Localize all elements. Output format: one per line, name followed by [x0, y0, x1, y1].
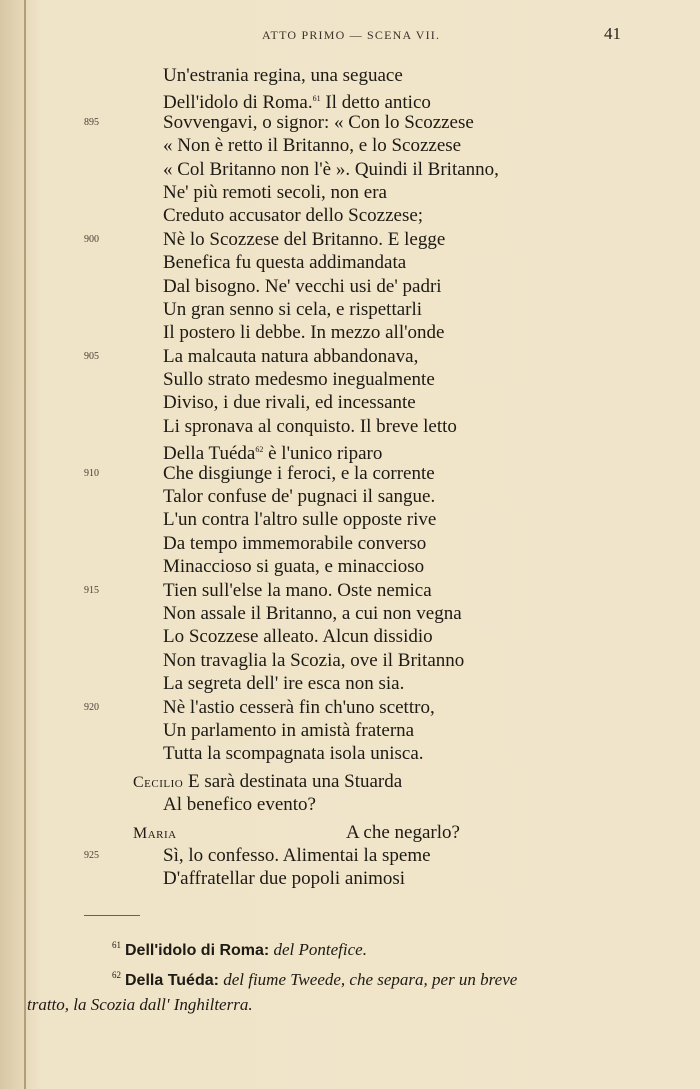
verse-text [163, 158, 499, 181]
verse-text [163, 508, 436, 531]
verse-text-after: Il detto antico [320, 92, 431, 114]
verse-text [163, 345, 418, 368]
verse-text-main: Ne' più remoti secoli, non era [163, 181, 387, 203]
verse-text [163, 579, 432, 602]
footnote-62 [27, 963, 684, 1017]
verse-text-main: Tien sull'else la mano. Oste nemica [163, 579, 432, 601]
footnotes [27, 933, 684, 1017]
verse-line [0, 672, 700, 695]
verse-text [163, 368, 435, 391]
page-number: 41 [604, 24, 621, 43]
line-number: 900 [84, 233, 99, 245]
verse-line [0, 415, 700, 438]
verse-line [0, 64, 700, 87]
verse-line [0, 696, 700, 719]
verse-text-main: Che disgiunge i feroci, e la corrente [163, 462, 435, 484]
verse-text [163, 228, 445, 251]
verse-text-main: L'un contra l'altro sulle opposte rive [163, 509, 437, 531]
verse-line [0, 602, 700, 625]
verse-line [0, 181, 700, 204]
verse-text-main: Diviso, i due rivali, ed incessante [163, 392, 416, 414]
verse-text [163, 181, 387, 204]
verse-line [0, 368, 700, 391]
verse-text-main: Talor confuse de' pugnaci il sangue. [163, 486, 436, 508]
verse-line [0, 251, 700, 274]
verse-text: D'affratellar due popoli animosi [163, 868, 406, 890]
verse-text-main: Benefica fu questa addimandata [163, 252, 407, 274]
verse-text-main: Il postero li debbe. In mezzo all'onde [163, 322, 445, 344]
verse-text [163, 111, 474, 134]
verse-text [163, 251, 406, 274]
verse-line [0, 555, 700, 578]
verse-text [163, 485, 435, 508]
verse-text-after: è l'unico riparo [263, 443, 383, 465]
verse-text-main: Dal bisogno. Ne' vecchi usi de' padri [163, 275, 442, 297]
verse-text-main: Li spronava al conquisto. Il breve letto [163, 415, 457, 437]
verse-text [163, 462, 435, 485]
verse-text-main: Non travaglia la Scozia, ove il Britanno [163, 649, 465, 671]
running-title: ATTO PRIMO — SCENA VII. [262, 28, 441, 42]
verse-text-main: Lo Scozzese alleato. Alcun dissidio [163, 626, 433, 648]
line-number: 915 [84, 584, 99, 596]
verse-text-main: Da tempo immemorabile converso [163, 532, 427, 554]
speaker-name: Cecilio [133, 773, 184, 791]
verse-line [0, 228, 700, 251]
verse-text [163, 204, 423, 227]
verse-text [163, 625, 433, 648]
verse-text-main: Un gran senno si cela, e rispettarli [163, 298, 423, 320]
verse-block [0, 64, 700, 891]
verse-text [163, 649, 464, 672]
verse-line [0, 204, 700, 227]
verse-text-main: Sovvengavi, o signor: « Con lo Scozzese [163, 111, 474, 133]
verse-text-main: Sullo strato medesmo inegualmente [163, 369, 435, 391]
verse-line [0, 345, 700, 368]
verse-text: Sì, lo confesso. Alimentai la speme [163, 844, 431, 866]
verse-text: Al benefico evento? [163, 794, 316, 816]
verse-text-main: Minaccioso si guata, e minaccioso [163, 556, 425, 578]
verse-line [0, 321, 700, 344]
footnote-ref: 62 [255, 445, 264, 455]
footnote-ref: 61 [312, 94, 321, 104]
footnote-mark: 62 [112, 970, 121, 980]
verse-text-main: Dell'idolo di Roma. [163, 92, 313, 114]
verse-line [0, 742, 700, 765]
verse-text [163, 64, 403, 87]
line-number: 920 [84, 701, 99, 713]
verse-line [0, 719, 700, 742]
verse-text [163, 415, 457, 438]
verse-text [163, 532, 426, 555]
verse-text [163, 719, 414, 742]
verse-text-main: E sarà destinata una Stuarda [187, 770, 403, 792]
dialogue-line-cecilio [0, 770, 700, 793]
verse-line [0, 438, 700, 465]
footnote-61 [84, 933, 684, 963]
verse-line [0, 867, 700, 890]
verse-text-main: « Non è retto il Britanno, e lo Scozzese [163, 135, 462, 157]
verse-line [0, 485, 700, 508]
verse-text-main: Della Tuéda [163, 443, 256, 465]
verse-text [163, 742, 424, 765]
verse-text-main: La segreta dell' ire esca non sia. [163, 673, 405, 695]
verse-line [0, 579, 700, 602]
verse-text [163, 672, 404, 695]
verse-text-right: A che negarlo? [346, 821, 460, 843]
dialogue-line-maria [0, 821, 700, 844]
line-number: 910 [84, 467, 99, 479]
verse-line [0, 649, 700, 672]
footnote-rule [84, 915, 140, 916]
line-number: 925 [84, 849, 99, 861]
verse-line [0, 134, 700, 157]
verse-text-main: Un'estrania regina, una seguace [163, 65, 403, 86]
verse-line [0, 532, 700, 555]
running-header [0, 24, 700, 46]
verse-text [163, 275, 442, 298]
verse-text [133, 821, 177, 845]
verse-text [163, 696, 435, 719]
footnote-gloss: del fiume Tweede, che separa, per un breve [223, 970, 518, 989]
verse-text [163, 555, 424, 578]
verse-text-main: La malcauta natura abbandonava, [163, 345, 419, 367]
verse-text-main: Un parlamento in amistà fraterna [163, 719, 415, 741]
speaker-name: Maria [133, 824, 177, 842]
verse-line [0, 625, 700, 648]
footnote-gloss: del Pontefice. [273, 940, 367, 959]
verse-line [0, 844, 700, 867]
verse-line [0, 462, 700, 485]
line-number: 905 [84, 350, 99, 362]
footnote-gloss-continued: tratto, la Scozia dall' Inghilterra. [27, 995, 253, 1014]
verse-line [0, 275, 700, 298]
verse-text [163, 134, 461, 157]
verse-text [163, 298, 422, 321]
line-number: 895 [84, 116, 99, 128]
verse-line [0, 87, 700, 114]
footnote-mark: 61 [112, 940, 121, 950]
footnote-term: Dell'idolo di Roma: [125, 942, 270, 959]
verse-text-main: « Col Britanno non l'è ». Quindi il Britanno, [163, 158, 499, 180]
verse-line [0, 391, 700, 414]
verse-text-main: Creduto accusator dello Scozzese; [163, 205, 424, 227]
verse-text-main: Non assale il Britanno, a cui non vegna [163, 602, 462, 624]
verse-line [0, 793, 700, 816]
verse-text [163, 391, 416, 414]
verse-text [133, 770, 402, 794]
verse-text-main: Tutta la scompagnata isola unisca. [163, 743, 424, 765]
verse-line [0, 111, 700, 134]
verse-text-main: Nè l'astio cesserà fin ch'uno scettro, [163, 696, 435, 718]
verse-line [0, 158, 700, 181]
verse-text [163, 321, 444, 344]
verse-line [0, 298, 700, 321]
verse-line [0, 508, 700, 531]
verse-text-main: Nè lo Scozzese del Britanno. E legge [163, 228, 446, 250]
verse-text [163, 602, 462, 625]
footnote-term: Della Tuéda: [125, 972, 219, 989]
